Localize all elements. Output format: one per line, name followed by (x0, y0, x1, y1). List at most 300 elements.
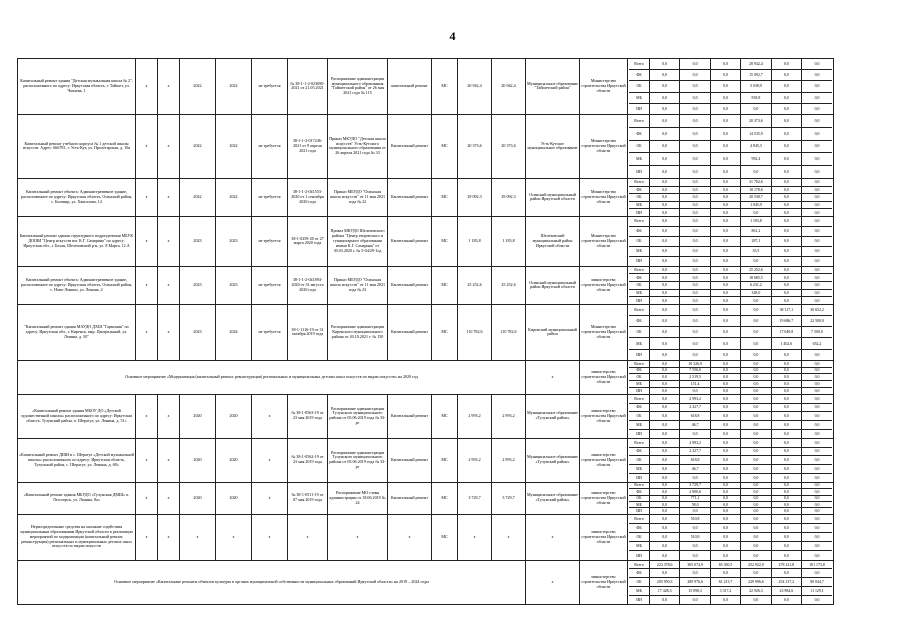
amount-cell: 3 729,7 (680, 483, 710, 489)
object-name-cell: Нераспределенные средства на оказание содействия муниципальным образованиям Иркутской области в реализации мероприятий по модернизации (капитальный ремонт, реконструкция) региональных и муниципальных детских школ искусств по видам искусств (18, 514, 136, 560)
financing-row (629, 395, 832, 403)
estimated-cost-cell: x (458, 514, 492, 560)
financing-row (629, 412, 832, 421)
amount-cell: 0,0 (710, 465, 740, 474)
remaining-cost-cell: 20 942,4 (492, 59, 526, 115)
ministry-cell: Министерство строительства Иркутской области (580, 216, 628, 266)
end-year-cell: 2022 (216, 114, 252, 178)
marker-cell: x (158, 514, 180, 560)
marker-cell: x (136, 59, 158, 115)
amount-cell: 0,0 (771, 166, 801, 178)
financing-row (629, 456, 832, 465)
amount-cell: 0,0 (650, 201, 680, 209)
amount-cell: 101 173,8 (802, 561, 832, 569)
financing-table (629, 361, 832, 394)
marker-cell: x (136, 438, 158, 482)
amount-cell: 0,0 (680, 508, 710, 514)
financing-cell (628, 482, 834, 514)
amount-cell: 0,0 (771, 349, 801, 360)
work-type-cell: Капитальный ремонт (388, 304, 432, 360)
amount-cell: 0,0 (802, 246, 832, 256)
budget-source-cell: ИИ (636, 298, 642, 303)
amount-cell: 0,0 (771, 127, 801, 140)
amount-cell: 0,0 (710, 81, 740, 92)
budget-source-cell: ФБ (629, 569, 650, 578)
amount-cell: 1 183,8 (741, 217, 771, 227)
amount-cell: 0,0 (741, 166, 771, 178)
amount-cell: 254 137,2 (771, 578, 801, 587)
amount-cell: 0,0 (680, 523, 710, 532)
amount-cell: 0,0 (771, 381, 801, 388)
amount-cell: 0,0 (802, 209, 832, 216)
amount-cell: 2 900,6 (680, 489, 710, 495)
amount-cell: 0,0 (802, 267, 832, 274)
object-name-cell: «Капитальный ремонт здания МБОУ ДО «Детской художественной школы» расположенного по адресу: Иркутская область, Тулунский район, п. Шерагул, ул. Ленина, д. 51» (18, 394, 136, 438)
amount-cell: 0,0 (741, 403, 771, 412)
amount-cell: 3 317,2 (710, 587, 740, 596)
amount-cell: 0,0 (650, 569, 680, 578)
amount-cell: 0,0 (741, 209, 771, 216)
amount-cell: 0,0 (650, 256, 680, 266)
amount-cell: 0,0 (802, 256, 832, 266)
budget-source-cell: ФБ (629, 70, 650, 81)
amount-cell: 0,0 (802, 542, 832, 551)
amount-cell: 0,0 (680, 246, 710, 256)
amount-cell: 0,0 (802, 495, 832, 501)
amount-cell: 0,0 (710, 483, 740, 489)
amount-cell: 0,0 (802, 201, 832, 209)
amount-cell: 0,0 (741, 465, 771, 474)
financing-row (629, 217, 832, 227)
financing-row (629, 387, 832, 393)
budget-source-cell: ОБ (629, 412, 650, 421)
amount-cell: 0,0 (680, 103, 710, 114)
customer-cell: Усть-Кутское муниципальное образование (526, 114, 580, 178)
financing-row (629, 226, 832, 236)
amount-cell: 0,0 (771, 81, 801, 92)
order-cell: Распоряжение администрации Тулунского муниципального района от 05.06.2019 года № 33-рг (328, 438, 388, 482)
amount-cell: 0,0 (680, 595, 710, 603)
financing-row (629, 595, 832, 603)
start-year-cell: 2022 (180, 114, 216, 178)
amount-cell: 20 942,4 (741, 59, 771, 70)
amount-cell: 0,0 (650, 115, 680, 127)
object-row (18, 266, 834, 304)
order-cell: Распоряжение администрации Тулунского муниципального района от 05.06.2019 года № 33-рг (328, 394, 388, 438)
amount-cell: 289 976,6 (680, 578, 710, 587)
amount-cell: 0,0 (771, 209, 801, 216)
budget-source-cell: ФБ (629, 274, 650, 282)
amount-cell: 0,0 (710, 367, 740, 374)
amount-cell: 0,0 (650, 395, 680, 403)
financing-row (629, 327, 832, 338)
budget-source-cell: ОБ (629, 194, 650, 202)
estimated-cost-cell: 20 942,4 (458, 59, 492, 115)
permit-cell: 38-1-1-2-017246-2021 от 9 апреля 2021 года (288, 114, 328, 178)
amount-cell: 0,0 (710, 533, 740, 542)
amount-cell: 0,0 (741, 103, 771, 114)
amount-cell: 0,0 (771, 153, 801, 166)
amount-cell: 0,0 (650, 387, 680, 393)
financing-row (629, 578, 832, 587)
amount-cell: 4 845,3 (741, 140, 771, 153)
budget-source-cell: МБ (629, 381, 650, 388)
budget-source-cell: ИИ (636, 475, 642, 480)
financing-table (629, 115, 832, 178)
amount-cell: 0,0 (771, 140, 801, 153)
amount-cell: 0,0 (680, 569, 710, 578)
amount-cell: 0,0 (771, 447, 801, 456)
financing-row (629, 256, 832, 266)
marker-cell: x (136, 114, 158, 178)
remaining-cost-cell: 2 993,2 (492, 438, 526, 482)
financing-row (629, 374, 832, 381)
marker-cell: x (158, 216, 180, 266)
amount-cell: 0,0 (710, 429, 740, 437)
financing-row (629, 305, 832, 316)
budget-source-cell: Всего (629, 395, 650, 403)
budget-source-cell: Всего (629, 115, 650, 127)
amount-cell: 0,0 (650, 508, 680, 514)
amount-cell: 0,0 (710, 140, 740, 153)
customer-cell: Муниципальное образование «Тулунский район» (526, 482, 580, 514)
marker-cell: x (136, 482, 158, 514)
amount-cell: 14 535,9 (741, 127, 771, 140)
order-cell: Приказ МБУДО "Осинская школа искусств" от 11 мая 2021 года № 22 (328, 178, 388, 216)
amount-cell: 0,0 (680, 194, 710, 202)
start-year-cell: x (180, 514, 216, 560)
amount-cell: 0,0 (710, 267, 740, 274)
amount-cell: 0,0 (771, 569, 801, 578)
amount-cell: 0,0 (802, 186, 832, 194)
amount-cell: 0,0 (741, 305, 771, 316)
financing-row (629, 282, 832, 290)
amount-cell: 0,0 (771, 282, 801, 290)
amount-cell: 0,0 (802, 421, 832, 430)
amount-cell: 0,0 (710, 282, 740, 290)
financing-row (629, 551, 832, 560)
marker-cell: x (158, 304, 180, 360)
start-year-cell: 2020 (180, 482, 216, 514)
financing-table (629, 59, 832, 114)
amount-cell: 0,0 (771, 489, 801, 495)
order-cell: Приказ МКУДО Шелеховского района "Центр творческого и гуманитарного образования имени К.Г. Самарина" от 30.03.2020 г. № 5-04/29-1од (328, 216, 388, 266)
object-row (18, 114, 834, 178)
amount-cell: 0,0 (680, 59, 710, 70)
budget-source-cell: ФБ (629, 447, 650, 456)
amount-cell: 0,0 (710, 381, 740, 388)
financing-cell (628, 438, 834, 482)
budget-source-cell: МБ (629, 542, 650, 551)
amount-cell: 0,0 (741, 595, 771, 603)
amount-cell: 0,0 (710, 523, 740, 532)
marker-cell: x (136, 266, 158, 304)
amount-cell: 0,0 (650, 367, 680, 374)
amount-cell: 0,0 (680, 316, 710, 327)
amount-cell: 2 993,2 (680, 395, 710, 403)
work-type-cell: Капитальный ремонт (388, 114, 432, 178)
amount-cell: 0,0 (741, 489, 771, 495)
amount-cell: 0,0 (802, 473, 832, 481)
ms-cell: МС (432, 114, 458, 178)
amount-cell: 0,0 (710, 226, 740, 236)
amount-cell: 0,0 (710, 179, 740, 186)
financing-row (629, 194, 832, 202)
amount-cell: 0,0 (710, 115, 740, 127)
amount-cell: 0,0 (710, 542, 740, 551)
object-name-cell: Капитальный ремонт учебного корпуса № 1 детской школы искусств. Адрес: 666781, г. Усть-Кут, ул. Пролетарская, д. 10а (18, 114, 136, 178)
amount-cell: 205 950,3 (650, 578, 680, 587)
amount-cell: 0,0 (771, 267, 801, 274)
amount-cell: 0,0 (710, 374, 740, 381)
financing-row (629, 515, 832, 524)
amount-cell: 0,0 (680, 289, 710, 297)
financing-row (629, 508, 832, 514)
budget-source-cell: МБ (629, 153, 650, 166)
work-type-cell: Капитальный ремонт (388, 178, 432, 216)
amount-cell: 0,0 (802, 282, 832, 290)
end-year-cell: x (216, 514, 252, 560)
amount-cell: 5 030,9 (741, 81, 771, 92)
amount-cell: 0,0 (680, 387, 710, 393)
financing-row (629, 542, 832, 551)
permit-cell: № 38-1-1-2-023690-2021 от 21.05.2021 (288, 59, 328, 115)
financing-row (629, 274, 832, 282)
amount-cell: 1 402,6 (771, 338, 801, 349)
amount-cell: 0,0 (650, 236, 680, 246)
ms-cell: МС (432, 514, 458, 560)
amount-cell: 0,0 (650, 381, 680, 388)
financing-row (629, 297, 832, 304)
remaining-cost-cell: 3 729,7 (492, 482, 526, 514)
permit-cell: x (288, 514, 328, 560)
end-year-cell: 2024 (216, 304, 252, 360)
budget-source-cell: Всего (629, 515, 650, 524)
amount-cell: 0,0 (710, 274, 740, 282)
ministry-cell: Министерство строительства Иркутской области (580, 178, 628, 216)
amount-cell: 0,0 (771, 236, 801, 246)
budget-source-cell: Всего (629, 179, 650, 186)
amount-cell: 0,0 (710, 338, 740, 349)
marker-cell: x (158, 178, 180, 216)
amount-cell: 0,0 (680, 186, 710, 194)
order-cell: Приказ МБУДО "Осинская школа искусств" от 11 мая 2021 года № 23 (328, 266, 388, 304)
amount-cell: 0,0 (680, 226, 710, 236)
amount-cell: 0,0 (771, 70, 801, 81)
remaining-cost-cell: 25 252,6 (492, 266, 526, 304)
budget-source-cell: МБ (629, 289, 650, 297)
amount-cell: 0,0 (710, 166, 740, 178)
amount-cell: 0,0 (802, 523, 832, 532)
measure-row (18, 560, 834, 604)
financing-row (629, 447, 832, 456)
amount-cell: 0,0 (802, 81, 832, 92)
amount-cell: 0,0 (650, 153, 680, 166)
financing-table (629, 267, 832, 304)
budget-source-cell: МБ (629, 501, 650, 507)
amount-cell: 0,0 (650, 421, 680, 430)
amount-cell: 0,0 (771, 361, 801, 367)
amount-cell: 0,0 (771, 533, 801, 542)
amount-cell: 0,0 (650, 226, 680, 236)
expertise-cell: не требуется (252, 266, 288, 304)
object-row (18, 216, 834, 266)
amount-cell: 0,0 (650, 483, 680, 489)
page-number: 4 (449, 29, 456, 43)
amount-cell: 0,0 (741, 542, 771, 551)
amount-cell: 0,0 (650, 179, 680, 186)
amount-cell: 0,0 (741, 297, 771, 304)
financing-row (629, 246, 832, 256)
financing-table (629, 395, 832, 438)
ministry-cell: министерство строительства Иркутской области (580, 266, 628, 304)
end-year-cell: 2020 (216, 438, 252, 482)
financing-row (629, 338, 832, 349)
work-type-cell: Капитальный ремонт (388, 394, 432, 438)
end-year-cell: 2020 (216, 482, 252, 514)
amount-cell: 2 327,7 (680, 447, 710, 456)
amount-cell: 0,0 (680, 305, 710, 316)
budget-source-cell: ФБ (629, 127, 650, 140)
ms-cell: МС (432, 216, 458, 266)
amount-cell: 0,0 (680, 551, 710, 560)
financing-table (629, 179, 832, 216)
amount-cell: 0,0 (802, 483, 832, 489)
object-name-cell: Капитальный ремонт здания структурного подразделения МБУК ДОШИ "Центр искусств им. К.Г. Самарина" по адресу: Иркутская обл., г. Белая, Шелеховский р-н, ул. 8 Марта, 12 А (18, 216, 136, 266)
amount-cell: 652,2 (802, 338, 832, 349)
budget-source-cell: ИИ (636, 170, 642, 175)
customer-cell: Муниципальное образование "Тайшетский район" (526, 59, 580, 115)
amount-cell: 0,0 (771, 439, 801, 447)
financing-row (629, 473, 832, 481)
amount-cell: 0,0 (710, 305, 740, 316)
start-year-cell: 2022 (180, 178, 216, 216)
financing-cell (628, 114, 834, 178)
permit-cell: 38-1-1116-19 от 31 октября 2019 года (288, 304, 328, 360)
amount-cell: 618,8 (680, 456, 710, 465)
amount-cell: 0,0 (771, 542, 801, 551)
amount-cell: 771,1 (680, 495, 710, 501)
amount-cell: 0,0 (710, 217, 740, 227)
amount-cell: 0,0 (710, 515, 740, 524)
budget-source-cell: ИИ (636, 509, 642, 513)
amount-cell: 0,0 (650, 194, 680, 202)
amount-cell: 0,0 (802, 439, 832, 447)
remaining-cost-cell: 29 092,3 (492, 178, 526, 216)
order-cell: Распоряжение МО главы администрации от 18.06.2019 № 24 (328, 482, 388, 514)
customer-cell: Осинский муниципальный район Иркутской области (526, 178, 580, 216)
amount-cell: 0,0 (650, 338, 680, 349)
amount-cell: 0,0 (650, 127, 680, 140)
budget-source-cell: ОБ (629, 81, 650, 92)
ministry-cell: министерство строительства Иркутской области (580, 514, 628, 560)
amount-cell: 0,0 (741, 551, 771, 560)
amount-cell: 0,0 (680, 267, 710, 274)
budget-source-cell: ИИ (636, 597, 642, 602)
amount-cell: 0,0 (771, 387, 801, 393)
financing-cell (628, 560, 834, 604)
amount-cell: 0,0 (710, 403, 740, 412)
amount-cell: 0,0 (771, 194, 801, 202)
amount-cell: 0,0 (680, 297, 710, 304)
estimated-cost-cell: 2 993,2 (458, 438, 492, 482)
budget-source-cell: ОБ (629, 456, 650, 465)
amount-cell: 0,0 (650, 447, 680, 456)
amount-cell: 0,0 (741, 515, 771, 524)
amount-cell: 0,0 (680, 327, 710, 338)
financing-row (629, 70, 832, 81)
ministry-cell: Министерство строительства Иркутской области (580, 59, 628, 115)
amount-cell: 0,0 (680, 282, 710, 290)
amount-cell: 0,0 (650, 289, 680, 297)
amount-cell: 0,0 (650, 92, 680, 103)
budget-source-cell: ИИ (636, 106, 642, 111)
amount-cell: 35,5 (741, 246, 771, 256)
marker-cell: x (158, 114, 180, 178)
marker-cell: x (526, 560, 580, 604)
amount-cell: 0,0 (802, 166, 832, 178)
start-year-cell: 2023 (180, 304, 216, 360)
amount-cell: 0,0 (771, 201, 801, 209)
budget-source-cell: ФБ (629, 523, 650, 532)
amount-cell: 0,0 (710, 59, 740, 70)
object-name-cell: «Капитальный ремонт здания МБУДО «Тулунская ДМШ» п. Лесогорск, ул. Ленина, 8а» (18, 482, 136, 514)
amount-cell: 0,0 (802, 387, 832, 393)
amount-cell: 0,0 (802, 140, 832, 153)
amount-cell: 0,0 (650, 327, 680, 338)
budget-source-cell: ОБ (629, 140, 650, 153)
work-type-cell: Капитальный ремонт (388, 216, 432, 266)
budget-source-cell: ИИ (636, 352, 642, 357)
amount-cell: 0,0 (650, 246, 680, 256)
ministry-cell: министерство строительства Иркутской области (580, 360, 628, 394)
amount-cell: 20 373,6 (741, 115, 771, 127)
measure-text-cell: Основное мероприятие «Капитальные ремонты объектов культуры в органах муниципальной собственности муниципальных образований Иркутской области» на 2019 – 2024 годы (18, 560, 526, 604)
financing-row (629, 267, 832, 274)
amount-cell: 0,0 (710, 387, 740, 393)
financing-row (629, 186, 832, 194)
remaining-cost-cell: 110 782,6 (492, 304, 526, 360)
amount-cell: 0,0 (771, 289, 801, 297)
budget-source-cell: ОБ (629, 282, 650, 290)
financing-row (629, 289, 832, 297)
amount-cell: 0,0 (771, 59, 801, 70)
work-type-cell: Капитальный ремонт (388, 482, 432, 514)
amount-cell: 0,0 (710, 495, 740, 501)
amount-cell: 0,0 (650, 305, 680, 316)
amount-cell: 0,0 (680, 92, 710, 103)
amount-cell: 0,0 (680, 349, 710, 360)
amount-cell: 0,0 (680, 473, 710, 481)
financing-cell (628, 216, 834, 266)
amount-cell: 0,0 (650, 523, 680, 532)
start-year-cell: 2020 (180, 394, 216, 438)
measure-row (18, 360, 834, 394)
amount-cell: 0,0 (741, 387, 771, 393)
amount-cell: 0,0 (680, 115, 710, 127)
object-row (18, 59, 834, 115)
amount-cell: 618,8 (680, 412, 710, 421)
financing-row (629, 349, 832, 360)
remaining-cost-cell: 1 183,8 (492, 216, 526, 266)
amount-cell: 61 213,7 (710, 578, 740, 587)
ms-cell: МС (432, 266, 458, 304)
budget-source-cell: ИИ (636, 431, 642, 436)
amount-cell: 0,0 (771, 495, 801, 501)
financing-cell (628, 514, 834, 560)
financing-table (629, 483, 832, 514)
amount-cell: 0,0 (680, 236, 710, 246)
